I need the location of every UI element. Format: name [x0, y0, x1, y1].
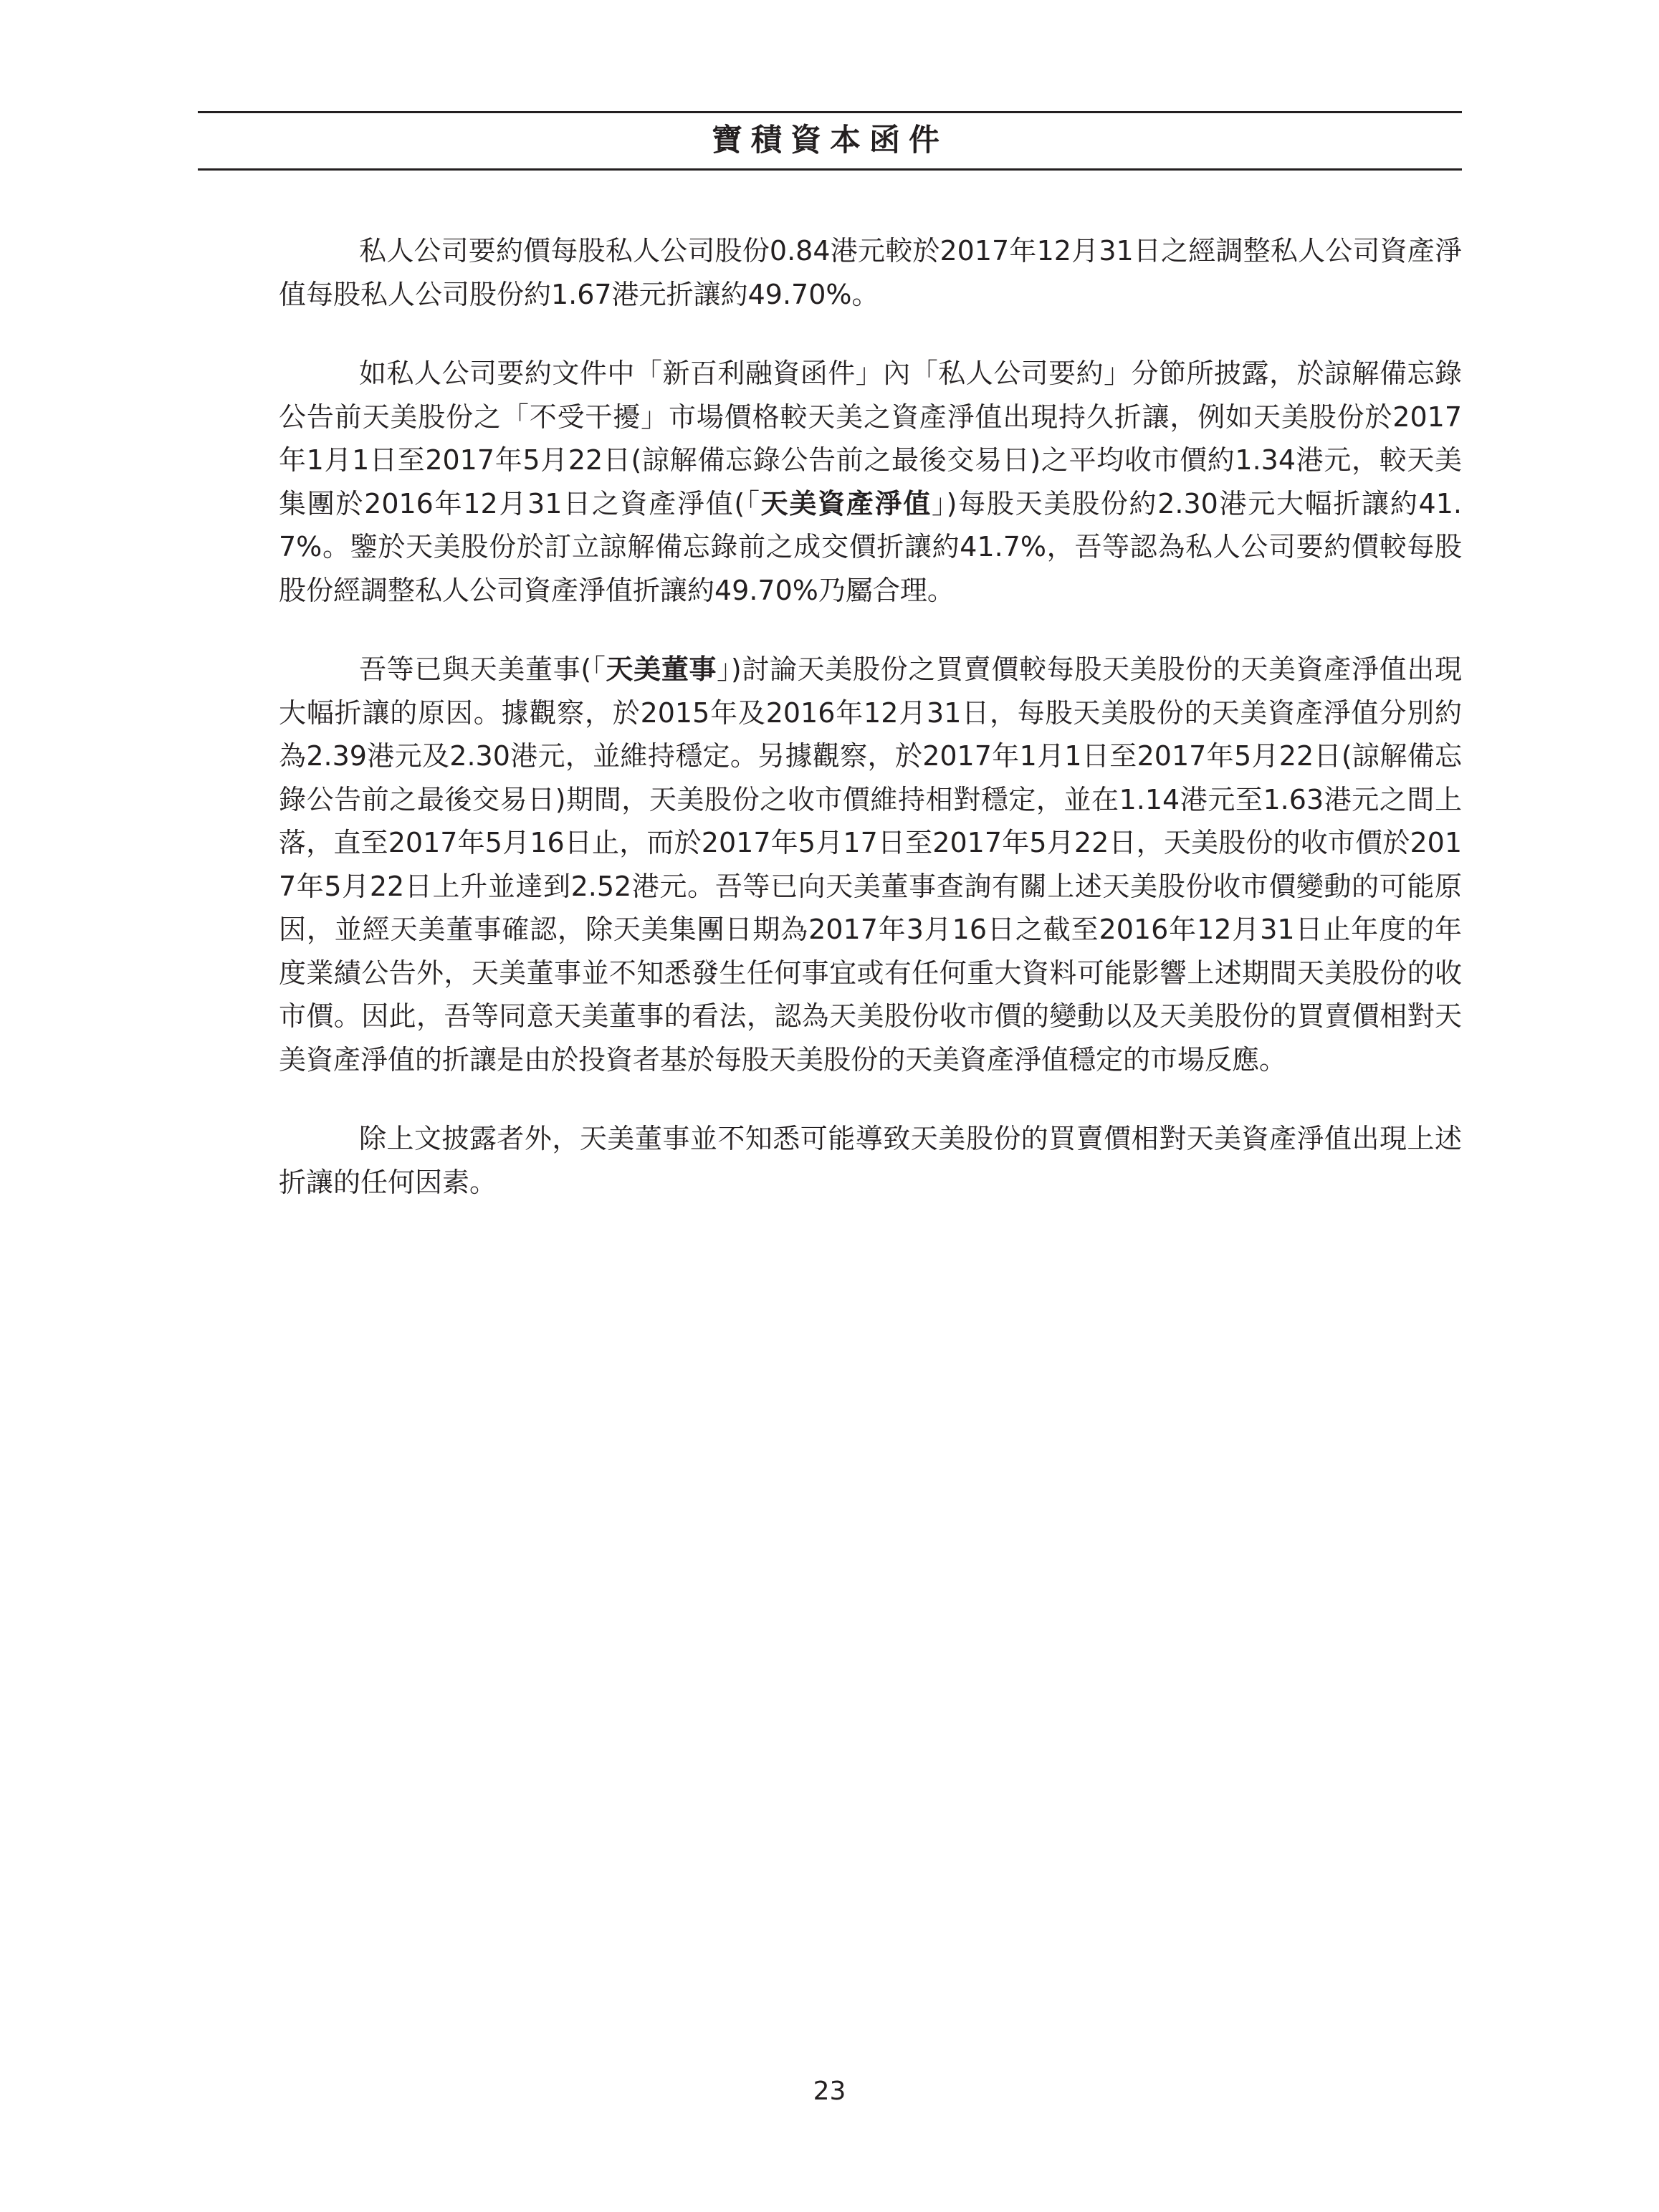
paragraph-3	[279, 648, 1462, 1081]
defined-term-tianmei-directors: 天美董事	[606, 653, 717, 685]
paragraph-text: 私人公司要約價每股私人公司股份0.84港元較於2017年12月31日之經調整私人公司資產淨值每股私人公司股份約1.67港元折讓約49.70%。	[279, 235, 1462, 310]
paragraph-text: 如私人公司要約文件中「新百利融資函件」內「私人公司要約」分節所披露，於諒解備忘錄公告前天美股份之「不受干擾」市場價格較天美之資產淨值出現持久折讓，例如天美股份於2017年1月1日至2017年5月22日(諒解備忘錄公告前之最後交易日)之平均收市價約1.34港元，較天美集團於2016年12月31日之資產淨值(「	[279, 358, 1462, 520]
paragraph-text: 」)討論天美股份之買賣價較每股天美股份的天美資產淨值出現大幅折讓的原因。據觀察，於2015年及2016年12月31日，每股天美股份的天美資產淨值分別約為2.39港元及2.30港元，並維持穩定。另據觀察，於2017年1月1日至2017年5月22日(諒解備忘錄公告前之最後交易日)期間，天美股份之收市價維持相對穩定，並在1.14港元至1.63港元之間上落，直至2017年5月16日止，而於2017年5月17日至2017年5月22日，天美股份的收市價於2017年5月22日上升並達到2.52港元。吾等已向天美董事查詢有關上述天美股份收市價變動的可能原因，並經天美董事確認，除天美集團日期為2017年3月16日之截至2016年12月31日止年度的年度業績公告外，天美董事並不知悉發生任何事宜或有任何重大資料可能影響上述期間天美股份的收市價。因此，吾等同意天美董事的看法，認為天美股份收市價的變動以及天美股份的買賣價相對天美資產淨值的折讓是由於投資者基於每股天美股份的天美資產淨值穩定的市場反應。	[279, 653, 1462, 1076]
page-number: 23	[813, 2077, 846, 2106]
body-content	[279, 229, 1462, 1240]
paragraph-2	[279, 352, 1462, 612]
paragraph-1	[279, 229, 1462, 316]
header-rule-top	[198, 111, 1462, 113]
paragraph-text: 除上文披露者外，天美董事並不知悉可能導致天美股份的買賣價相對天美資產淨值出現上述折讓的任何因素。	[279, 1123, 1462, 1198]
paragraph-4	[279, 1117, 1462, 1204]
header-rule-bottom	[198, 168, 1462, 171]
paragraph-text: 」)每股天美股份約2.30港元大幅折讓約41.7%。鑒於天美股份於訂立諒解備忘錄前之成交價折讓約41.7%，吾等認為私人公司要約價較每股股份經調整私人公司資產淨值折讓約49.70%乃屬合理。	[279, 487, 1462, 606]
defined-term-tianmei-nav: 天美資產淨值	[760, 487, 932, 520]
page-title: 寶積資本函件	[712, 123, 948, 158]
paragraph-text: 吾等已與天美董事(「	[359, 653, 606, 685]
